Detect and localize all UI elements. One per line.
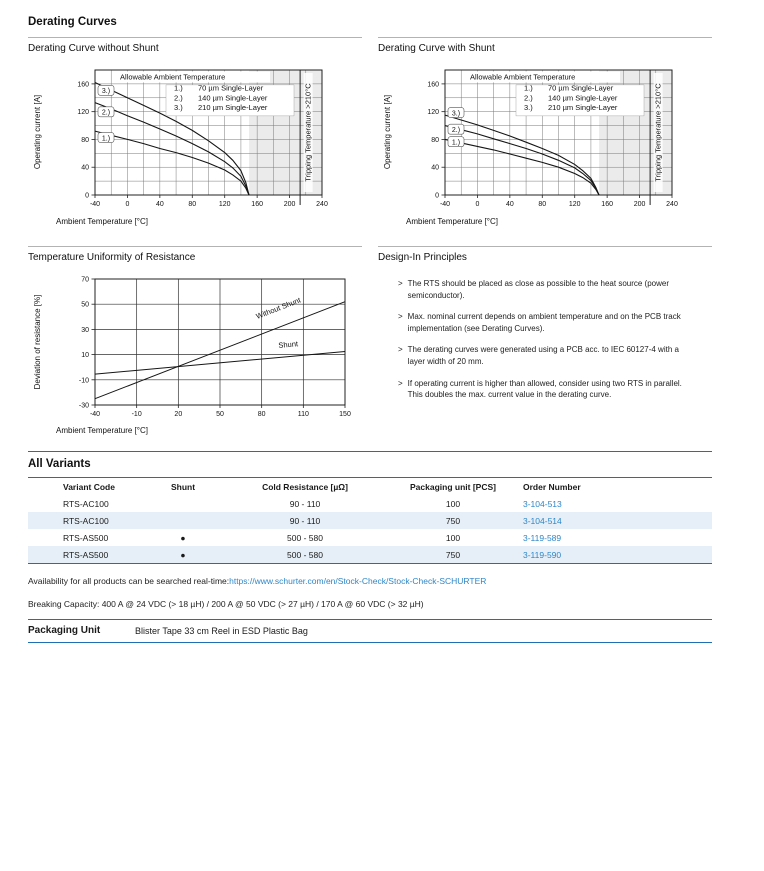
- bullet-marker: >: [398, 345, 403, 355]
- col-header-variant-code: Variant Code: [63, 481, 115, 492]
- y-axis-label: Deviation of resistance [%]: [33, 294, 42, 390]
- svg-text:10: 10: [81, 352, 89, 360]
- derating-charts-row: [28, 37, 712, 230]
- order-number-cell: [514, 499, 712, 509]
- variant-code-cell: RTS-AC100: [63, 515, 109, 526]
- svg-text:2.): 2.): [101, 109, 111, 117]
- bullet-marker: >: [398, 378, 403, 388]
- divider-blue: [28, 563, 712, 564]
- x-tick-labels: [90, 195, 328, 208]
- svg-text:80: 80: [81, 136, 89, 144]
- y-axis-label: Operating current [A]: [33, 94, 42, 170]
- curve-label-2: [98, 107, 114, 117]
- svg-text:30: 30: [81, 326, 89, 334]
- grid: [95, 279, 345, 405]
- bullet-marker: >: [398, 312, 403, 322]
- legend-label: 140 µm Single-Layer: [198, 93, 268, 103]
- table-row: [28, 512, 712, 529]
- derating-chart-with-shunt: [378, 64, 712, 230]
- chart-title-without-shunt: Derating Curve without Shunt: [28, 43, 159, 54]
- table-row: [28, 546, 712, 563]
- x-axis-label: Ambient Temperature [°C]: [56, 426, 148, 435]
- col-header-packaging-unit: Packaging unit [PCS]: [410, 481, 496, 492]
- svg-text:0: 0: [125, 201, 130, 208]
- bullet-text: The derating curves were generated using a PCB acc. to IEC 60127-4 with a layer width of 20 mm.: [407, 345, 679, 366]
- svg-text:150: 150: [339, 411, 351, 418]
- table-row: [28, 529, 712, 546]
- bullet-text: The RTS should be placed as close as possible to the heat source (power semiconductor).: [407, 279, 670, 300]
- svg-text:-10: -10: [78, 377, 89, 385]
- inner-title: Allowable Ambient Temperature: [470, 72, 576, 82]
- cold-resistance-cell: 90 - 110: [289, 498, 321, 509]
- breaking-capacity-note: Breaking Capacity: 400 A @ 24 VDC (> 18 µH) / 200 A @ 50 VDC (> 27 µH) / 170 A @ 60 VDC (> 32 µH): [28, 599, 424, 609]
- order-number-link[interactable]: 3-104-513: [523, 498, 562, 509]
- variant-code-cell: RTS-AC100: [63, 498, 109, 509]
- legend-num: 2.): [524, 93, 533, 103]
- bullet-text: If operating current is higher than allowed, consider using two RTS in parallel. This doubles the max. current value in the derating curve.: [407, 378, 682, 400]
- col-header-cold-resistance: Cold Resistance [µΩ]: [262, 481, 348, 492]
- svg-text:80: 80: [188, 201, 197, 208]
- y-axis-label: Operating current [A]: [383, 94, 392, 170]
- design-principle-item: [398, 378, 698, 401]
- order-number-link[interactable]: 3-119-589: [523, 532, 562, 543]
- svg-text:3.): 3.): [451, 110, 461, 118]
- variant-code-cell: RTS-AS500: [63, 549, 109, 560]
- legend-label: 140 µm Single-Layer: [548, 93, 618, 103]
- stock-check-link[interactable]: https://www.schurter.com/en/Stock-Check/Stock-Check-SCHURTER: [229, 576, 487, 586]
- y-tick-labels: [77, 81, 95, 199]
- chart-title-with-shunt: Derating Curve with Shunt: [378, 43, 495, 54]
- svg-text:80: 80: [431, 136, 439, 144]
- cold-resistance-cell: 500 - 580: [287, 532, 323, 543]
- svg-text:-40: -40: [439, 201, 451, 208]
- svg-text:-40: -40: [89, 201, 101, 208]
- svg-text:240: 240: [316, 201, 328, 208]
- derating-chart-without-shunt: [28, 64, 362, 230]
- design-principle-item: [398, 344, 698, 367]
- x-axis-label: Ambient Temperature [°C]: [406, 217, 498, 226]
- order-number-link[interactable]: 3-104-514: [523, 515, 562, 526]
- svg-text:80: 80: [257, 411, 266, 418]
- order-number-link[interactable]: 3-119-590: [523, 549, 562, 560]
- legend-num: 3.): [524, 103, 533, 112]
- svg-text:-40: -40: [89, 411, 101, 418]
- svg-text:120: 120: [218, 201, 231, 208]
- svg-text:70: 70: [81, 276, 89, 284]
- order-number-cell: [514, 550, 712, 560]
- svg-text:160: 160: [427, 81, 439, 89]
- derating-with-shunt-section: [378, 37, 712, 230]
- line-label-2: Shunt: [278, 339, 299, 350]
- inner-title: Allowable Ambient Temperature: [120, 72, 226, 82]
- svg-text:40: 40: [431, 164, 439, 172]
- curve-label-1: [98, 133, 114, 143]
- svg-text:0: 0: [475, 201, 480, 208]
- svg-text:1.): 1.): [451, 139, 461, 147]
- curve-2: [445, 126, 599, 195]
- svg-text:1.): 1.): [101, 135, 111, 143]
- svg-text:20: 20: [174, 411, 183, 418]
- svg-text:40: 40: [81, 164, 89, 172]
- divider-blue: [28, 451, 712, 452]
- svg-text:50: 50: [81, 301, 89, 309]
- divider: [378, 246, 712, 247]
- page-content: [28, 16, 712, 643]
- svg-text:50: 50: [216, 411, 224, 418]
- uniformity-designin-row: [28, 246, 712, 439]
- legend-label: 70 µm Single-Layer: [548, 83, 614, 93]
- line-label-1: Without Shunt: [254, 295, 302, 321]
- trip-label: Tripping Temperature >210°C: [653, 83, 663, 182]
- x-axis-label: Ambient Temperature [°C]: [56, 217, 148, 226]
- table-row: [28, 495, 712, 512]
- svg-text:110: 110: [297, 411, 309, 418]
- packaging-unit-value: Blister Tape 33 cm Reel in ESD Plastic Bag: [135, 625, 308, 636]
- packaging-unit-section: [28, 619, 712, 643]
- svg-text:2.): 2.): [451, 126, 461, 134]
- design-in-section: [378, 246, 712, 439]
- svg-text:80: 80: [538, 201, 547, 208]
- derating-without-shunt-section: [28, 37, 362, 230]
- col-header-shunt: Shunt: [170, 481, 196, 492]
- svg-text:200: 200: [633, 201, 646, 208]
- svg-text:0: 0: [85, 192, 89, 200]
- y-tick-labels: [427, 81, 445, 199]
- curve-3: [445, 115, 599, 195]
- bullet-marker: >: [398, 279, 403, 288]
- shunt-cell: ●: [180, 549, 186, 560]
- all-variants-section: [28, 451, 712, 609]
- trip-label: Tripping Temperature >210°C: [303, 83, 313, 182]
- availability-note: [28, 576, 712, 586]
- svg-text:0: 0: [435, 192, 439, 200]
- packaging-unit-label: Packaging Unit: [28, 625, 101, 636]
- svg-text:120: 120: [427, 109, 439, 117]
- svg-text:-30: -30: [78, 402, 89, 410]
- packaging-unit-cell: 100: [445, 532, 461, 543]
- divider: [28, 37, 362, 38]
- uniformity-section: [28, 246, 362, 439]
- svg-text:3.): 3.): [101, 88, 111, 96]
- divider: [28, 246, 362, 247]
- legend-num: 3.): [174, 103, 183, 112]
- svg-text:120: 120: [568, 201, 581, 208]
- packaging-unit-row: [28, 620, 712, 642]
- legend-label: 70 µm Single-Layer: [198, 83, 264, 93]
- svg-text:160: 160: [601, 201, 613, 208]
- y-tick-labels: [79, 277, 95, 410]
- curve-label-3: [448, 108, 464, 118]
- col-header-order-number: Order Number: [523, 481, 581, 492]
- design-principle-item: [398, 278, 698, 301]
- page-title: Derating Curves: [28, 16, 117, 28]
- svg-text:240: 240: [666, 201, 678, 208]
- cold-resistance-cell: 90 - 110: [289, 515, 321, 526]
- design-principle-item: [398, 311, 698, 334]
- curve-label-3: [98, 85, 114, 95]
- svg-text:200: 200: [283, 201, 296, 208]
- uniformity-title: Temperature Uniformity of Resistance: [28, 252, 196, 263]
- svg-text:160: 160: [251, 201, 263, 208]
- order-number-cell: [514, 516, 712, 526]
- availability-text: Availability for all products can be searched real-time:: [28, 576, 230, 586]
- legend-num: 1.): [524, 83, 533, 93]
- uniformity-chart: [28, 273, 362, 439]
- all-variants-title: All Variants: [28, 458, 91, 470]
- x-tick-labels: [440, 195, 678, 208]
- curve-label-1: [448, 137, 464, 147]
- bullet-text: Max. nominal current depends on ambient temperature and on the PCB track implementation (see Derating Curves).: [407, 312, 681, 333]
- table-header-row: [28, 478, 712, 495]
- curve-label-2: [448, 124, 464, 134]
- legend-label: 210 µm Single-Layer: [548, 103, 618, 112]
- variants-table-body: [28, 495, 712, 563]
- svg-text:40: 40: [505, 201, 514, 208]
- legend-num: 1.): [174, 83, 183, 93]
- packaging-unit-cell: 750: [445, 549, 461, 560]
- svg-text:160: 160: [77, 81, 89, 89]
- legend-num: 2.): [174, 93, 183, 103]
- divider: [378, 37, 712, 38]
- packaging-unit-cell: 100: [445, 498, 461, 509]
- svg-text:-10: -10: [131, 411, 142, 418]
- x-tick-labels: [90, 405, 351, 418]
- svg-text:40: 40: [155, 201, 164, 208]
- design-principles-list: [398, 278, 698, 401]
- variant-code-cell: RTS-AS500: [63, 532, 109, 543]
- legend-label: 210 µm Single-Layer: [198, 103, 268, 112]
- svg-text:120: 120: [77, 109, 89, 117]
- order-number-cell: [514, 533, 712, 543]
- packaging-unit-cell: 750: [445, 515, 461, 526]
- divider-blue: [28, 642, 712, 643]
- design-in-title: Design-In Principles: [378, 252, 467, 263]
- shunt-cell: ●: [180, 532, 186, 543]
- cold-resistance-cell: 500 - 580: [287, 549, 323, 560]
